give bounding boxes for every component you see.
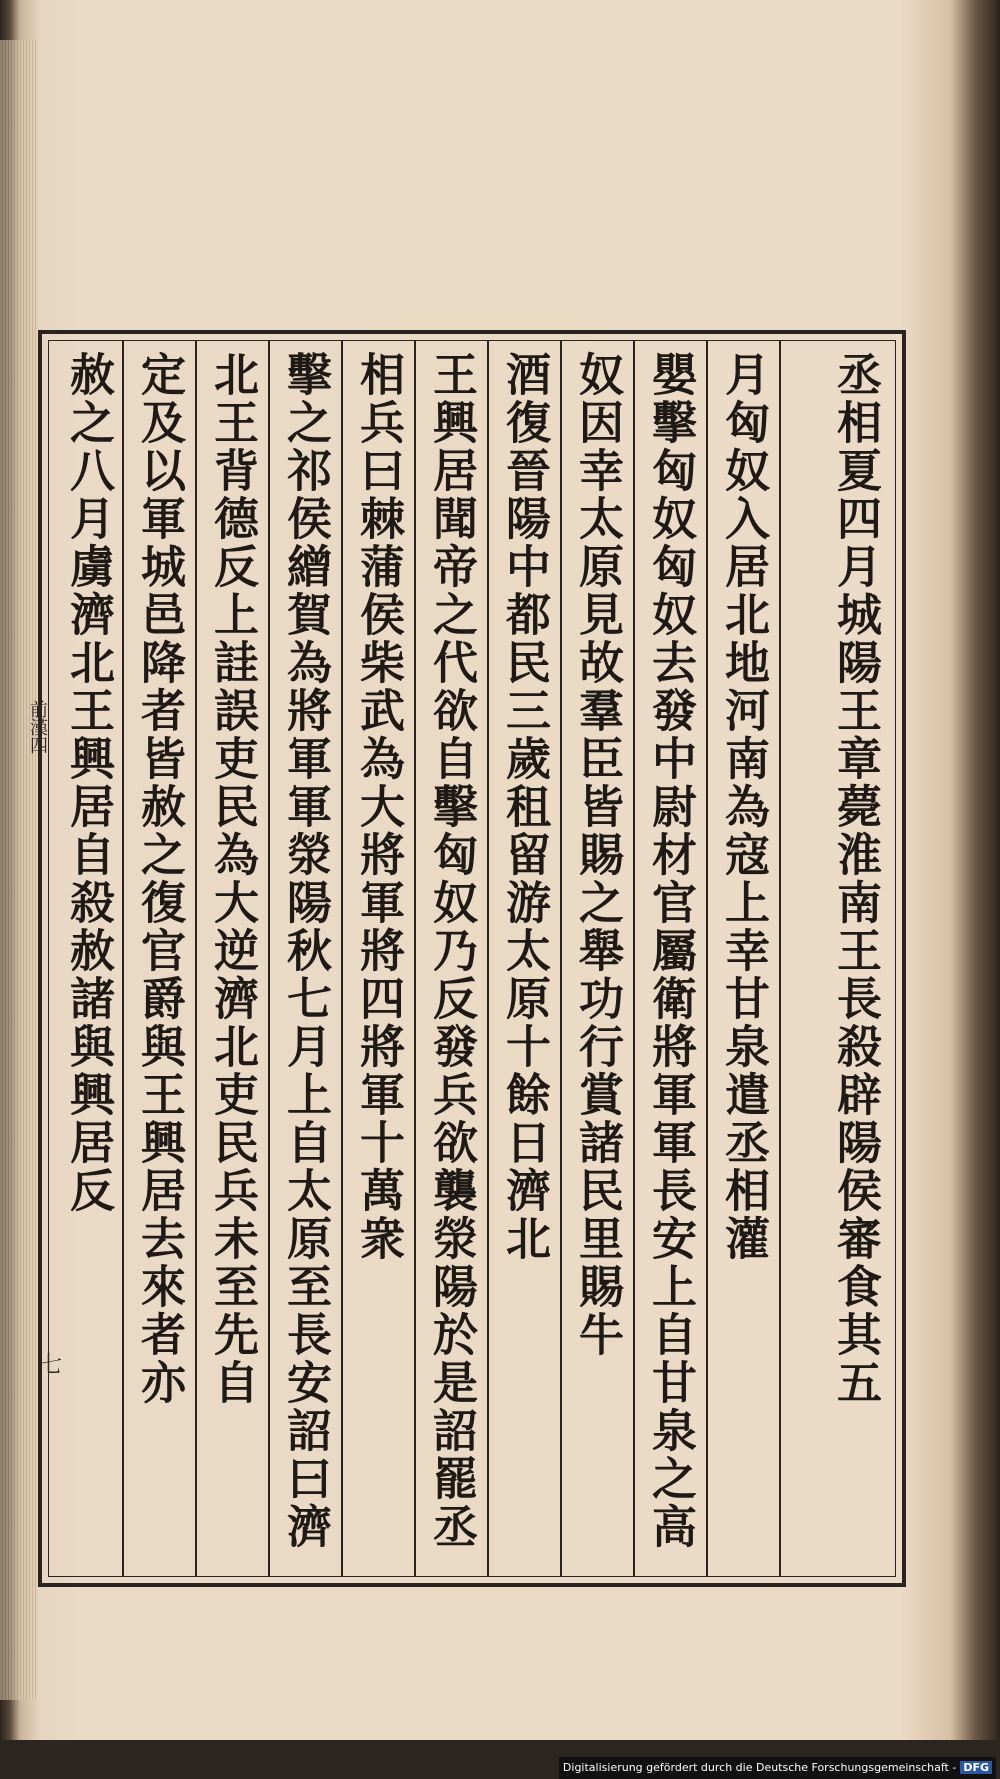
column-rule xyxy=(268,341,270,1576)
column-rule xyxy=(341,341,343,1576)
footer-text: Digitalisierung gefördert durch die Deutsche Forschungsgemeinschaft - xyxy=(562,1761,957,1774)
column-rule xyxy=(195,341,197,1576)
column-rule xyxy=(487,341,489,1576)
text-column-11: 赦之八月虜濟北王興居自殺赦諸與興居反 xyxy=(62,351,115,1215)
column-rule xyxy=(122,341,124,1576)
text-column-5: 酒復晉陽中都民三歲租留游太原十餘日濟北 xyxy=(498,351,551,1263)
text-column-7: 相兵曰棘蒲侯柴武為大將軍將四將軍十萬衆 xyxy=(352,351,405,1263)
column-rule xyxy=(633,341,635,1576)
margin-title: 前漢四 xyxy=(27,700,48,754)
text-column-10: 定及以軍城邑降者皆赦之復官爵與王興居去來者亦 xyxy=(133,351,186,1407)
page-edge xyxy=(0,40,36,1700)
text-column-2: 月匈奴入居北地河南為寇上幸甘泉遣丞相灌 xyxy=(717,351,770,1263)
column-rule xyxy=(560,341,562,1576)
dfg-logo: DFG xyxy=(960,1761,992,1774)
text-column-6: 王興居聞帝之代欲自擊匈奴乃反發兵欲襲滎陽於是詔罷丞 xyxy=(425,351,478,1551)
text-frame xyxy=(38,330,906,1587)
column-rule xyxy=(414,341,416,1576)
digitization-footer xyxy=(559,1757,996,1779)
column-rule xyxy=(706,341,708,1576)
text-frame-inner xyxy=(48,340,896,1577)
text-column-9: 北王背德反上詿誤吏民為大逆濟北吏民兵未至先自 xyxy=(206,351,259,1407)
text-column-4: 奴因幸太原見故羣臣皆賜之舉功行賞諸民里賜牛 xyxy=(571,351,624,1359)
text-column-3: 嬰擊匈奴匈奴去發中尉材官屬衛將軍軍長安上自甘泉之高 xyxy=(644,351,697,1551)
text-column-1: 丞相夏四月城陽王章薨淮南王長殺辟陽侯審食其五 xyxy=(829,351,882,1407)
text-column-8: 擊之祁侯繒賀為將軍軍滎陽秋七月上自太原至長安詔曰濟 xyxy=(279,351,332,1551)
column-rule xyxy=(779,341,781,1576)
page-number: 七 xyxy=(40,1353,63,1378)
